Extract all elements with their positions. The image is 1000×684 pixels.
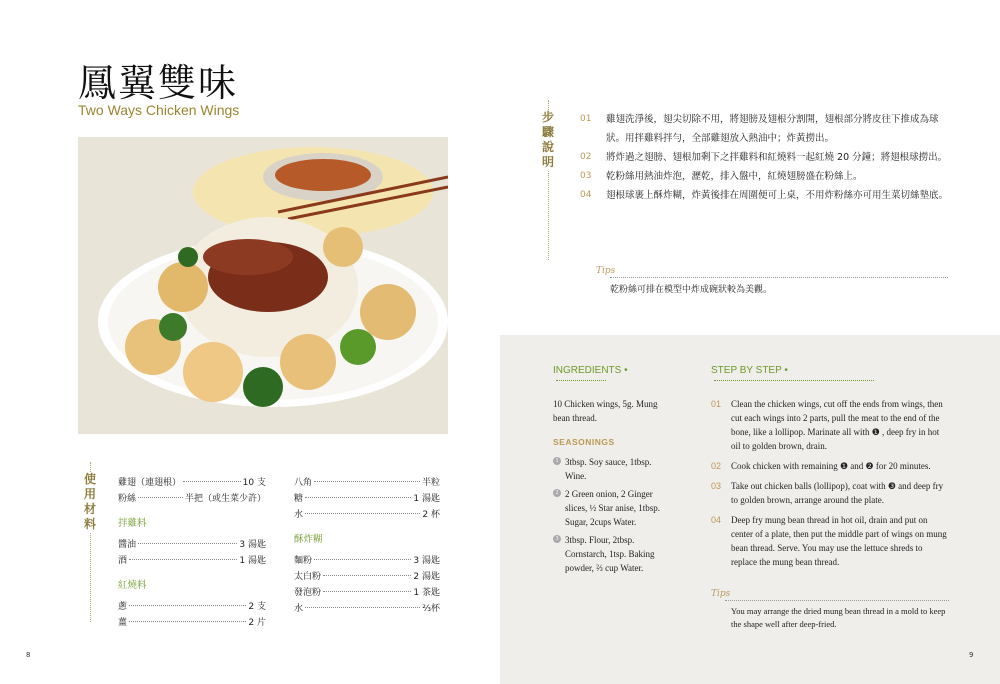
step-text: 翅根球裹上酥炸糊，炸黃後排在周圍便可上桌，不用炸粉絲亦可用生菜切絲墊底。 [606,190,949,201]
ingredient-row [294,507,440,523]
step-zh-1 [580,110,950,148]
ingredient-name: 水 [294,604,304,614]
ingredients-en-heading: INGREDIENTS • [553,365,673,387]
page-number-right: 9 [969,651,974,659]
ingredient-row [118,475,266,491]
step-number: 03 [711,481,722,491]
ingredient-subheading: 紅燒料 [118,580,147,591]
seasoning-item: 2 2 Green onion, 2 Ginger slices, ½ Star anise, 1tbsp. Sugar, 2cups Water. [553,487,673,529]
step-number: 03 [580,171,592,181]
tips-label: Tips [711,589,731,599]
ingredient-qty: 10 支 [242,478,266,488]
ingredient-qty: 3 湯匙 [239,540,266,550]
ingredient-qty: 3 湯匙 [413,556,440,566]
ingredient-name: 麵粉 [294,556,313,566]
step-zh-4 [580,186,950,205]
ingredient-row [118,599,266,615]
step-zh-2 [580,148,950,167]
tips-divider [610,277,948,278]
ingredient-qty: 1 湯匙 [413,494,440,504]
recipe-title-en: Two Ways Chicken Wings [78,102,240,118]
ingredients-en [553,365,673,579]
ingredient-name: 八角 [294,478,313,488]
ingredient-name: 酒 [118,556,128,566]
ingredients-section-label: 使用材料 [83,472,96,531]
ingredient-qty: 2 湯匙 [413,572,440,582]
seasoning-item: 3 3tbsp. Flour, 2tbsp. Cornstarch, 1tsp. Baking powder, ⅔ cup Water. [553,533,673,575]
ingredient-name: 粉絲 [118,494,137,504]
step-zh-3 [580,167,950,186]
steps-zh [580,110,950,205]
ingredient-qty: 半粒 [421,478,440,488]
ingredients-en-main: 10 Chicken wings, 5g. Mung bean thread. [553,399,658,423]
step-text: 雞翅洗淨後，翅尖切除不用，將翅膀及翅根分割開，翅根部分將皮往下推成為球狀。用拌雞料拌勻，全部雞翅放入熱油中；炸黃撈出。 [606,114,939,144]
ingredient-qty: 2 杯 [422,510,440,520]
recipe-title-zh: 鳳翼雙味 [78,61,239,105]
dish-photo [78,137,448,434]
ingredient-name: 發泡粉 [294,588,322,598]
step-number: 04 [580,190,592,200]
ingredient-name: 薑 [118,618,128,628]
tips-zh [596,258,948,295]
badge-icon: 2 [553,489,561,497]
step-number: 01 [580,114,592,124]
ingredient-row [294,553,440,569]
step-number: 04 [711,515,722,525]
ingredient-qty: 1 茶匙 [413,588,440,598]
step-en-4: 04 Deep fry mung bean thread in hot oil, drain and put on center of a plate, then put the middle part of wings on mung bean thread. Serve. You may use the lettuce shreds to replace the mung bean thread. [711,515,947,567]
tips-en [711,581,949,631]
step-text: 將炸過之翅膀、翅根加剩下之拌雞料和紅燒料一起紅燒 20 分鐘；將翅根球撈出。 [606,152,948,163]
step-en-3: 03 Take out chicken balls (lollipop), coat with ❸ and deep fry to golden brown, arrange around the plate. [711,481,944,505]
ingredient-qty: 2 片 [248,618,266,628]
ingredients-col-1 [118,475,266,631]
ingredient-row [118,553,266,569]
ingredient-row [294,601,440,617]
seasoning-item: 1 3tbsp. Soy sauce, 1tbsp. Wine. [553,455,673,483]
ingredient-name: 水 [294,510,304,520]
tips-text: You may arrange the dried mung bean thread in a mold to keep the shape well after deep-fried. [731,606,946,629]
ingredient-name: 太白粉 [294,572,322,582]
ingredient-subheading: 酥炸糊 [294,534,323,545]
ingredient-subheading: 拌雞料 [118,518,147,529]
step-en-1: 01 Clean the chicken wings, cut off the ends from wings, then cut each wings into 2 parts, pull the meat to the end of the bone, like a lollipop. Marinate all with ❶ , deep fry in hot oil to golden brown, drain. [711,399,943,451]
steps-en [711,365,949,631]
badge-icon: 1 [553,457,561,465]
ingredient-name: 雞翅（連翅根） [118,478,182,488]
ingredients-col-2 [294,475,440,617]
step-text: 乾粉絲用熱油炸泡，瀝乾，排入盤中，紅燒翅膀盛在粉絲上。 [606,171,863,182]
ingredient-row [294,569,440,585]
ingredient-qty: 1 湯匙 [239,556,266,566]
step-number: 02 [711,461,722,471]
steps-en-heading: STEP BY STEP • [711,365,949,387]
seasonings-heading: SEASONINGS [553,437,615,447]
steps-section-label: 步驟說明 [541,110,554,169]
ingredient-row [294,475,440,491]
ingredient-row [294,491,440,507]
ingredient-row [118,491,266,507]
step-number: 01 [711,399,722,409]
ingredient-name: 醬油 [118,540,137,550]
ingredient-qty: 半把（或生菜少許） [184,494,266,504]
ingredient-qty: ⅔杯 [422,604,440,614]
step-en-2: 02 Cook chicken with remaining ❶ and ❷ for 20 minutes. [711,461,931,471]
ingredient-name: 糖 [294,494,304,504]
ingredient-row [118,615,266,631]
tips-text: 乾粉絲可排在模型中炸成碗狀較為美觀。 [610,285,773,295]
ingredient-name: 蔥 [118,602,128,612]
ingredient-qty: 2 支 [248,602,266,612]
page-number-left: 8 [26,651,31,659]
tips-divider [725,600,949,601]
step-number: 02 [580,152,592,162]
tips-label: Tips [596,266,616,276]
ingredient-row [294,585,440,601]
ingredient-row [118,537,266,553]
badge-icon: 3 [553,535,561,543]
